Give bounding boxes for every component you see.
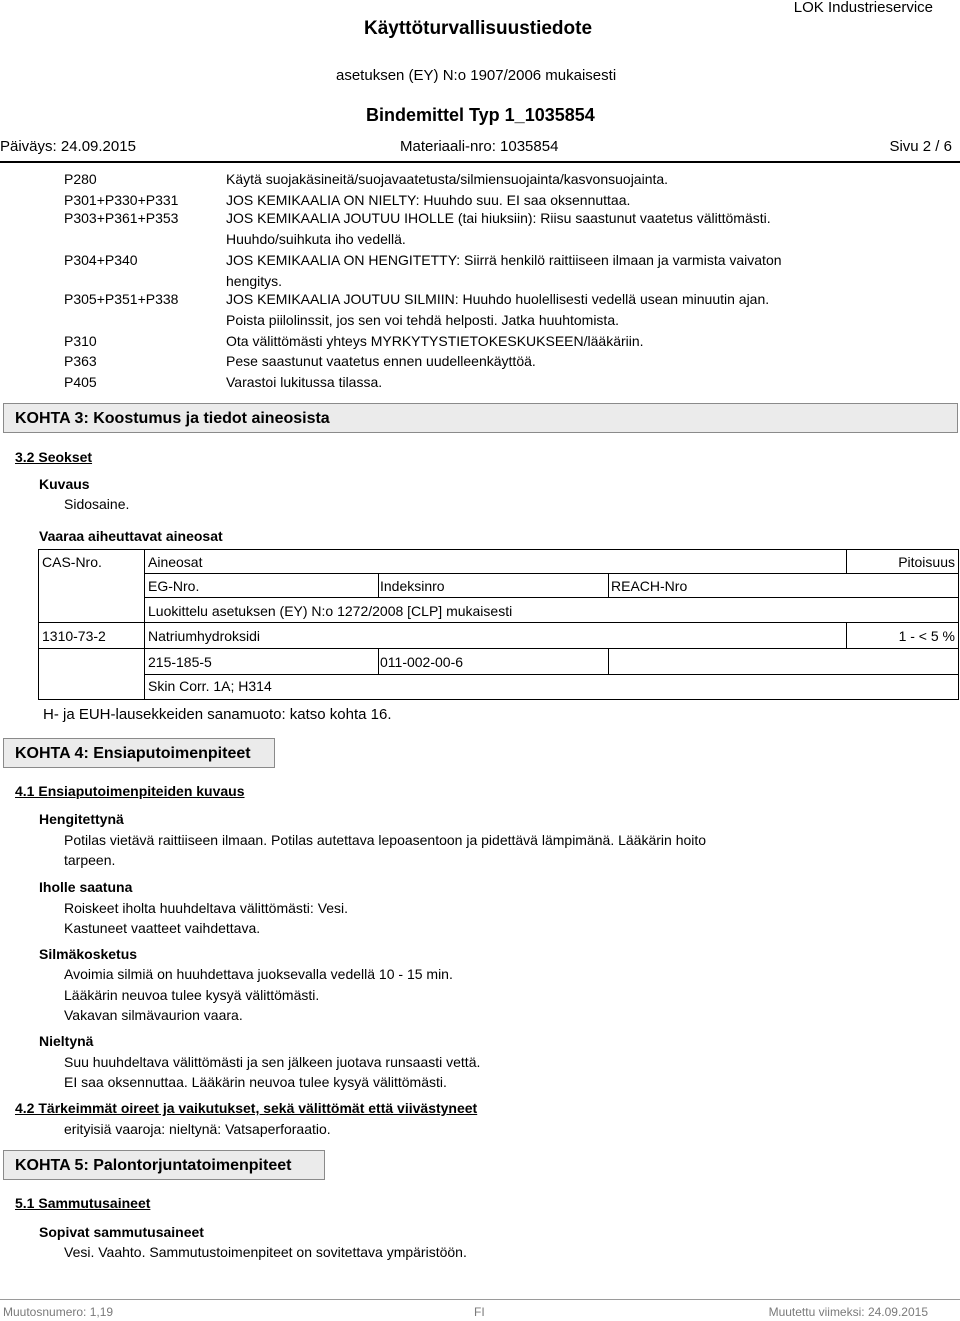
precaution-text: hengitys. [226,273,283,289]
footer-rule [0,1299,960,1300]
skin-text: Roiskeet iholta huuhdeltava välittömästi: Vesi. [64,900,349,916]
ingested-text: Suu huuhdeltava välittömästi ja sen jälkeen juotava runsaasti vettä. [64,1054,481,1070]
extinguishing-text: Vesi. Vaahto. Sammutustoimenpiteet on sovitettava ympäristöön. [64,1244,467,1260]
hazard-note: H- ja EUH-lausekkeiden sanamuoto: katso kohta 16. [43,706,392,723]
language-code: FI [474,1305,485,1319]
subsection-3-2: 3.2 Seokset [15,449,93,465]
precaution-code: P363 [64,353,97,369]
precaution-text: Pese saastunut vaatetus ennen uudelleenkäyttöä. [226,353,536,369]
eye-text: Avoimia silmiä on huuhdettava juoksevalla vedellä 10 - 15 min. [64,966,453,982]
precaution-text: Käytä suojakäsineitä/suojavaatetusta/silmiensuojainta/kasvonsuojainta. [226,171,669,187]
components-table [38,549,958,699]
product-name: Bindemittel Typ 1_1035854 [366,105,595,125]
cell-substance: Natriumhydroksidi [148,628,261,644]
precaution-text: JOS KEMIKAALIA JOUTUU IHOLLE (tai hiuksiin): Riisu saastunut vaatetus välittömästi. [226,210,771,226]
material-number: Materiaali-nro: 1035854 [400,138,559,155]
cell-eg: 215-185-5 [148,654,212,670]
precaution-code: P280 [64,171,97,187]
hazardous-components-label: Vaaraa aiheuttavat aineosat [39,528,223,544]
inhaled-text: Potilas vietävä raittiiseen ilmaan. Potilas autettava lepoasentoon ja pidettävä lämpimänä. Lääkärin hoito [64,832,707,848]
eye-text: Lääkärin neuvoa tulee kysyä välittömästi. [64,987,320,1003]
eye-label: Silmäkosketus [39,946,138,962]
last-modified: Muutettu viimeksi: 24.09.2015 [768,1305,928,1319]
precaution-text: JOS KEMIKAALIA JOUTUU SILMIIN: Huuhdo huolellisesti vedellä usean minuutin ajan. [226,291,770,307]
precaution-text: JOS KEMIKAALIA ON HENGITETTY: Siirrä henkilö raittiiseen ilmaan ja varmista vaivaton [226,252,782,268]
subsection-4-2: 4.2 Tärkeimmät oireet ja vaikutukset, sekä välittömät että viivästyneet [15,1100,478,1116]
inhaled-label: Hengitettynä [39,811,124,827]
ingested-label: Nieltynä [39,1033,94,1049]
company-name: LOK Industrieservice [793,0,933,16]
precaution-code: P304+P340 [64,252,138,268]
precaution-text: Huuhdo/suihkuta iho vedellä. [226,231,406,247]
section-4-heading: KOHTA 4: Ensiaputoimenpiteet [3,738,275,768]
cell-content: 1 - < 5 % [898,628,955,644]
precaution-code: P303+P361+P353 [64,210,179,226]
header-classification: Luokittelu asetuksen (EY) N:o 1272/2008 [CLP] mukaisesti [148,603,513,619]
header-reach: REACH-Nro [611,578,688,594]
date-label: Päiväys: 24.09.2015 [0,138,136,155]
cell-classification: Skin Corr. 1A; H314 [148,678,272,694]
header-rule [0,161,960,163]
precaution-code: P301+P330+P331 [64,192,179,208]
header-eg: EG-Nro. [148,578,200,594]
precaution-text: Ota välittömästi yhteys MYRKYTYSTIETOKESKUKSEEN/lääkäriin. [226,333,644,349]
subsection-5-1: 5.1 Sammutusaineet [15,1195,151,1211]
header-substance: Aineosat [148,554,203,570]
inhaled-text: tarpeen. [64,852,116,868]
header-cas: CAS-Nro. [42,554,102,570]
page-number: Sivu 2 / 6 [889,138,952,155]
description-value: Sidosaine. [64,496,130,512]
skin-label: Iholle saatuna [39,879,133,895]
header-index: Indeksinro [380,578,445,594]
ingested-text: EI saa oksennuttaa. Lääkärin neuvoa tulee kysyä välittömästi. [64,1074,447,1090]
header-content: Pitoisuus [898,554,955,570]
precaution-code: P305+P351+P338 [64,291,179,307]
document-title: Käyttöturvallisuustiedote [364,18,593,39]
precaution-code: P405 [64,374,97,390]
eye-text: Vakavan silmävaurion vaara. [64,1007,243,1023]
regulation-text: asetuksen (EY) N:o 1907/2006 mukaisesti [336,67,617,84]
cell-cas: 1310-73-2 [42,628,106,644]
precaution-text: JOS KEMIKAALIA ON NIELTY: Huuhdo suu. EI saa oksennuttaa. [226,192,631,208]
symptoms-text: erityisiä vaaroja: nieltynä: Vatsaperforaatio. [64,1121,331,1137]
precaution-text: Varastoi lukitussa tilassa. [226,374,383,390]
precaution-text: Poista piilolinssit, jos sen voi tehdä helposti. Jatka huuhtomista. [226,312,619,328]
revision-number: Muutosnumero: 1,19 [3,1305,114,1319]
precaution-code: P310 [64,333,97,349]
extinguishing-label: Sopivat sammutusaineet [39,1224,204,1240]
section-5-heading: KOHTA 5: Palontorjuntatoimenpiteet [3,1150,325,1180]
cell-index: 011-002-00-6 [380,654,464,670]
subsection-4-1: 4.1 Ensiaputoimenpiteiden kuvaus [15,783,245,799]
section-3-heading: KOHTA 3: Koostumus ja tiedot aineosista [3,403,958,433]
description-label: Kuvaus [39,476,90,492]
skin-text: Kastuneet vaatteet vaihdettava. [64,920,261,936]
